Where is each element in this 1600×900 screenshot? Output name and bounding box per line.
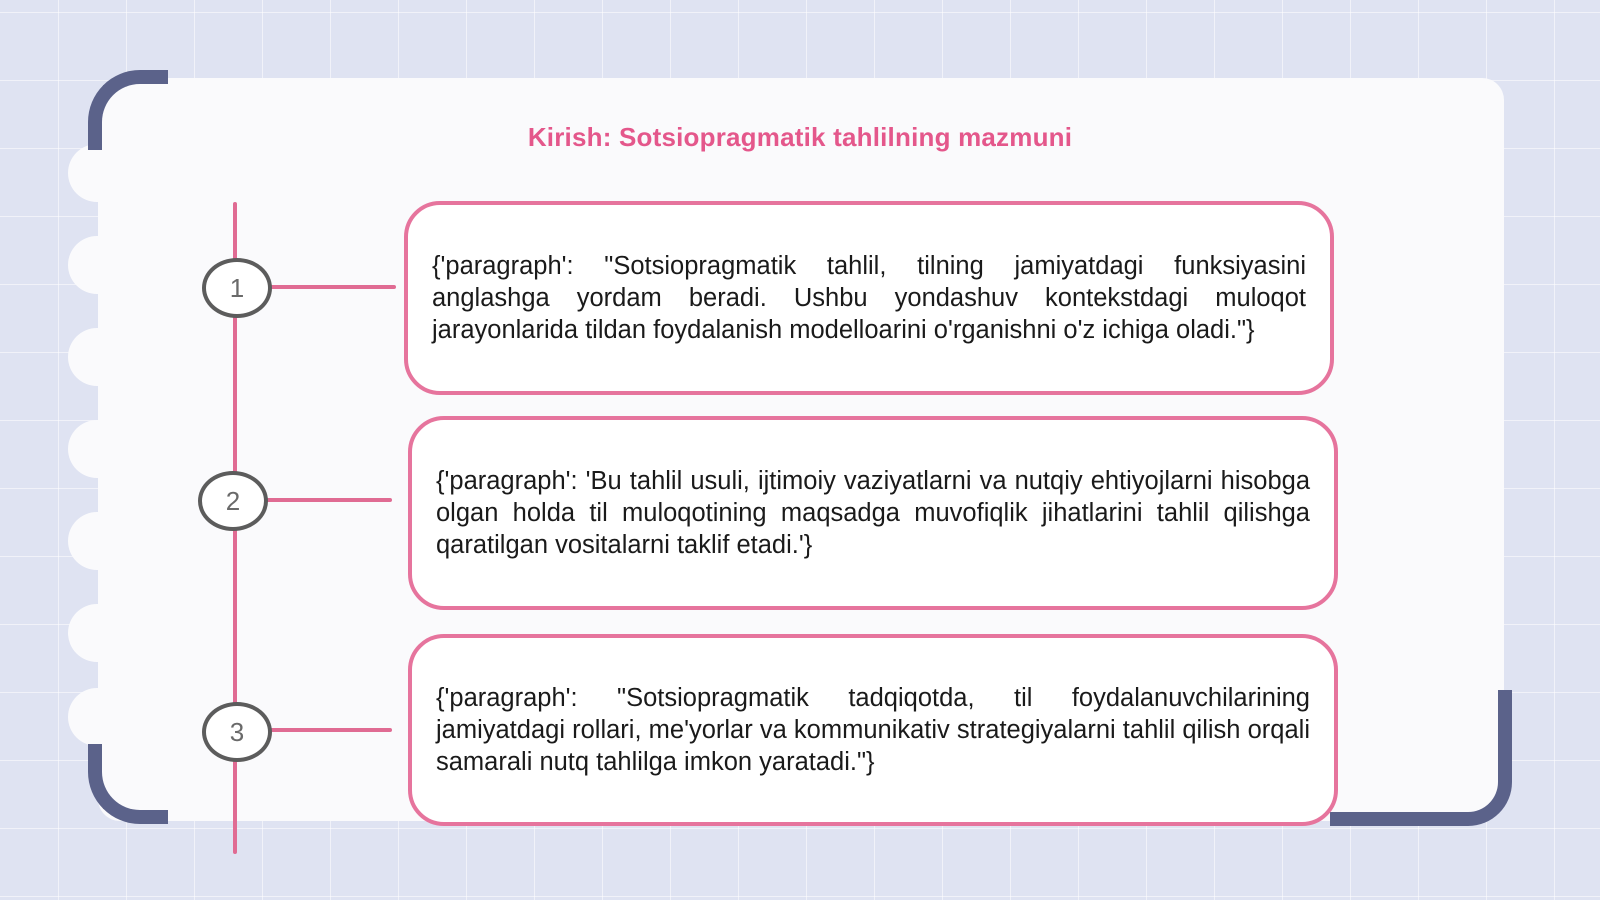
step-connector [262, 498, 392, 502]
step-text-box [408, 416, 1338, 610]
slide-title: Kirish: Sotsiopragmatik tahlilning mazmuni [527, 122, 1073, 152]
step-connector [264, 285, 396, 289]
step-number: 2 [225, 485, 241, 516]
card-scallop [68, 688, 126, 746]
step-connector [264, 728, 392, 732]
step-number-circle [198, 471, 268, 531]
card-scallop [68, 604, 126, 662]
step-text-box [404, 201, 1334, 395]
step-text-box [408, 634, 1338, 826]
card-scallop [68, 420, 126, 478]
corner-bracket-bottom-right [1330, 690, 1512, 826]
corner-bracket-top-left [88, 70, 168, 150]
step-number: 3 [229, 716, 245, 747]
step-paragraph: {'paragraph': 'Bu tahlil usuli, ijtimoiy vaziyatlarni va nutqiy ehtiyojlarni hisobga olgan holda til muloqotining maqsadga muvofiqlik jihatlarini tahlil qilishga qaratilgan vositalarni taklif etadi.'} [436, 467, 1310, 559]
card-scallop [68, 144, 126, 202]
step-number: 1 [229, 272, 245, 303]
card-scallop [68, 236, 126, 294]
corner-bracket-bottom-left [88, 744, 168, 824]
step-paragraph: {'paragraph': "Sotsiopragmatik tahlil, tilning jamiyatdagi funksiyasini anglashga yordam beradi. Ushbu yondashuv kontekstdagi muloqot jarayonlarida tildan foydalanish modelloarini o'rganishni o'z ichiga oladi."} [432, 252, 1306, 344]
card-scallop [68, 512, 126, 570]
step-number-circle [202, 702, 272, 762]
step-paragraph: {'paragraph': "Sotsiopragmatik tadqiqotda, til foydalanuvchilarining jamiyatdagi rollari, me'yorlar va kommunikativ strategiyalarni tahlil qilish orqali samarali nutq tahlilga imkon yaratadi."} [436, 684, 1310, 776]
card-scallop [68, 328, 126, 386]
step-number-circle [202, 258, 272, 318]
